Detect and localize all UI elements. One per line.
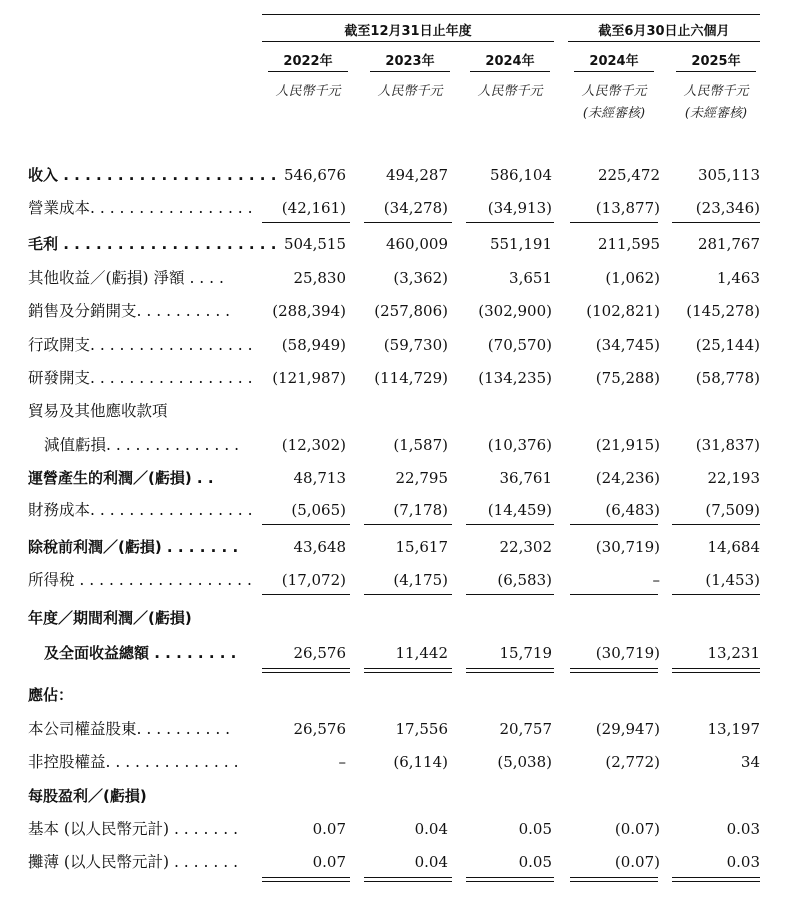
- cell: (58,778): [695, 369, 760, 387]
- cell: (2,772): [605, 753, 660, 771]
- column-header-2024: [462, 50, 558, 99]
- cell: (14,459): [487, 501, 552, 519]
- cell: 551,191: [489, 235, 552, 253]
- row-label: 減值虧損. . . . . . . . . . . . . .: [44, 436, 240, 454]
- column-header-2023: [362, 50, 458, 99]
- cell: (4,175): [393, 571, 448, 589]
- cell: (7,509): [705, 501, 760, 519]
- subtotal-rule: [364, 594, 452, 595]
- cell: 3,651: [509, 269, 552, 287]
- column-unit: 人民幣千元: [581, 84, 647, 99]
- cell: 22,193: [707, 469, 760, 487]
- cell: 0.03: [726, 820, 760, 838]
- cell: 0.07: [312, 820, 346, 838]
- row-label: 基本 (以人民幣元計) . . . . . . .: [28, 820, 238, 838]
- cell: 211,595: [597, 235, 660, 253]
- cell: (31,837): [695, 436, 760, 454]
- column-year-rule: [574, 71, 654, 72]
- group-rule-fiscal-year: [262, 41, 554, 42]
- row-label: 應佔：: [28, 686, 74, 704]
- cell: (24,236): [595, 469, 660, 487]
- cell: (302,900): [478, 302, 552, 320]
- cell: 15,719: [499, 644, 552, 662]
- cell: (58,949): [281, 336, 346, 354]
- column-unit: 人民幣千元: [275, 84, 341, 99]
- column-unaudited-note: (未經審核): [684, 106, 748, 121]
- cell: 586,104: [489, 166, 552, 184]
- total-rule: [672, 672, 760, 673]
- total-rule: [672, 668, 760, 669]
- row-label: 其他收益／(虧損) 淨額 . . . .: [28, 269, 224, 287]
- cell: 26,576: [293, 644, 346, 662]
- cell: (34,745): [595, 336, 660, 354]
- cell: 460,009: [385, 235, 448, 253]
- cell: (30,719): [595, 538, 660, 556]
- total-rule: [262, 877, 350, 878]
- row-label: 財務成本. . . . . . . . . . . . . . . . .: [28, 501, 253, 519]
- subtotal-rule: [672, 222, 760, 223]
- cell: 36,761: [499, 469, 552, 487]
- subtotal-rule: [364, 222, 452, 223]
- cell: 34: [740, 753, 760, 771]
- cell: (3,362): [393, 269, 448, 287]
- row-label: 行政開支. . . . . . . . . . . . . . . . .: [28, 336, 253, 354]
- cell: (6,583): [497, 571, 552, 589]
- total-rule: [364, 881, 452, 882]
- cell: (102,821): [586, 302, 660, 320]
- cell: 546,676: [283, 166, 346, 184]
- subtotal-rule: [262, 594, 350, 595]
- cell: (0.07): [614, 853, 660, 871]
- group-header-six-months: 截至6月30日止六個月: [598, 24, 730, 39]
- row-label: 本公司權益股東. . . . . . . . . .: [28, 720, 231, 738]
- column-year-rule: [370, 71, 450, 72]
- column-year-rule: [268, 71, 348, 72]
- cell: (121,987): [272, 369, 346, 387]
- cell: 26,576: [293, 720, 346, 738]
- column-header-2024-interim: [566, 50, 662, 121]
- cell: 13,197: [707, 720, 760, 738]
- cell: (7,178): [393, 501, 448, 519]
- cell: 1,463: [717, 269, 760, 287]
- total-rule: [262, 672, 350, 673]
- cell: 225,472: [597, 166, 660, 184]
- column-header-2025-interim: [668, 50, 764, 121]
- cell: (257,806): [374, 302, 448, 320]
- cell: 305,113: [697, 166, 760, 184]
- total-rule: [570, 668, 658, 669]
- total-rule: [364, 672, 452, 673]
- cell: (10,376): [487, 436, 552, 454]
- subtotal-rule: [672, 524, 760, 525]
- cell: (6,114): [393, 753, 448, 771]
- cell: (5,065): [291, 501, 346, 519]
- subtotal-rule: [672, 594, 760, 595]
- column-year-rule: [470, 71, 550, 72]
- cell: 14,684: [707, 538, 760, 556]
- cell: (34,913): [487, 199, 552, 217]
- total-rule: [466, 672, 554, 673]
- top-rule: [262, 14, 760, 15]
- subtotal-rule: [262, 524, 350, 525]
- group-header-fiscal-year: 截至12月31日止年度: [344, 24, 472, 39]
- cell: 494,287: [385, 166, 448, 184]
- cell: 0.05: [518, 853, 552, 871]
- cell: –: [338, 753, 346, 771]
- total-rule: [262, 881, 350, 882]
- column-unit: 人民幣千元: [477, 84, 543, 99]
- row-label: 每股盈利／(虧損): [28, 787, 147, 805]
- row-label: 貿易及其他應收款項: [28, 402, 168, 420]
- cell: (0.07): [614, 820, 660, 838]
- cell: (1,453): [705, 571, 760, 589]
- cell: (12,302): [281, 436, 346, 454]
- row-label: 營業成本. . . . . . . . . . . . . . . . .: [28, 199, 253, 217]
- row-label: 年度／期間利潤／(虧損): [28, 609, 192, 627]
- cell: (1,587): [393, 436, 448, 454]
- row-label: 收入 . . . . . . . . . . . . . . . . . . . .: [28, 166, 277, 184]
- group-rule-six-months: [568, 41, 760, 42]
- cell: 0.04: [414, 820, 448, 838]
- column-year: 2024年: [485, 54, 535, 69]
- subtotal-rule: [466, 524, 554, 525]
- total-rule: [570, 877, 658, 878]
- cell: 504,515: [283, 235, 346, 253]
- subtotal-rule: [570, 222, 658, 223]
- cell: (1,062): [605, 269, 660, 287]
- cell: (21,915): [595, 436, 660, 454]
- cell: 22,795: [395, 469, 448, 487]
- total-rule: [364, 877, 452, 878]
- row-label: 除稅前利潤／(虧損) . . . . . . .: [28, 538, 239, 556]
- total-rule: [672, 877, 760, 878]
- total-rule: [466, 877, 554, 878]
- subtotal-rule: [466, 594, 554, 595]
- cell: 20,757: [499, 720, 552, 738]
- row-label: 非控股權益. . . . . . . . . . . . . .: [28, 753, 239, 771]
- subtotal-rule: [262, 222, 350, 223]
- cell: 22,302: [499, 538, 552, 556]
- column-year-rule: [676, 71, 756, 72]
- cell: (75,288): [595, 369, 660, 387]
- cell: (70,570): [487, 336, 552, 354]
- cell: 48,713: [293, 469, 346, 487]
- cell: (134,235): [478, 369, 552, 387]
- cell: (42,161): [281, 199, 346, 217]
- cell: (30,719): [595, 644, 660, 662]
- subtotal-rule: [570, 594, 658, 595]
- total-rule: [672, 881, 760, 882]
- column-year: 2024年: [589, 54, 639, 69]
- total-rule: [570, 881, 658, 882]
- cell: (13,877): [595, 199, 660, 217]
- cell: (23,346): [695, 199, 760, 217]
- cell: (5,038): [497, 753, 552, 771]
- cell: 17,556: [395, 720, 448, 738]
- column-unit: 人民幣千元: [377, 84, 443, 99]
- cell: 25,830: [293, 269, 346, 287]
- column-unaudited-note: (未經審核): [582, 106, 646, 121]
- cell: 43,648: [293, 538, 346, 556]
- cell: (17,072): [281, 571, 346, 589]
- row-label: 及全面收益總額 . . . . . . . .: [44, 644, 237, 662]
- cell: (288,394): [272, 302, 346, 320]
- subtotal-rule: [364, 524, 452, 525]
- cell: 0.07: [312, 853, 346, 871]
- total-rule: [364, 668, 452, 669]
- row-label: 研發開支. . . . . . . . . . . . . . . . .: [28, 369, 253, 387]
- subtotal-rule: [466, 222, 554, 223]
- column-year: 2025年: [691, 54, 741, 69]
- row-label: 攤薄 (以人民幣元計) . . . . . . .: [28, 853, 238, 871]
- cell: 0.05: [518, 820, 552, 838]
- cell: –: [652, 571, 660, 589]
- cell: 281,767: [697, 235, 760, 253]
- total-rule: [262, 668, 350, 669]
- cell: 13,231: [707, 644, 760, 662]
- row-label: 毛利 . . . . . . . . . . . . . . . . . . . .: [28, 235, 277, 253]
- cell: (6,483): [605, 501, 660, 519]
- column-unit: 人民幣千元: [683, 84, 749, 99]
- subtotal-rule: [570, 524, 658, 525]
- total-rule: [466, 881, 554, 882]
- row-label: 運營產生的利潤／(虧損) . .: [28, 469, 214, 487]
- cell: 11,442: [395, 644, 448, 662]
- cell: 0.03: [726, 853, 760, 871]
- cell: (34,278): [383, 199, 448, 217]
- cell: (25,144): [695, 336, 760, 354]
- cell: (145,278): [686, 302, 760, 320]
- cell: 0.04: [414, 853, 448, 871]
- row-label: 銷售及分銷開支. . . . . . . . . .: [28, 302, 231, 320]
- cell: (29,947): [595, 720, 660, 738]
- column-year: 2022年: [283, 54, 333, 69]
- total-rule: [466, 668, 554, 669]
- total-rule: [570, 672, 658, 673]
- column-year: 2023年: [385, 54, 435, 69]
- cell: (114,729): [374, 369, 448, 387]
- cell: (59,730): [383, 336, 448, 354]
- cell: 15,617: [395, 538, 448, 556]
- column-header-2022: [260, 50, 356, 99]
- row-label: 所得稅 . . . . . . . . . . . . . . . . . .: [28, 571, 252, 589]
